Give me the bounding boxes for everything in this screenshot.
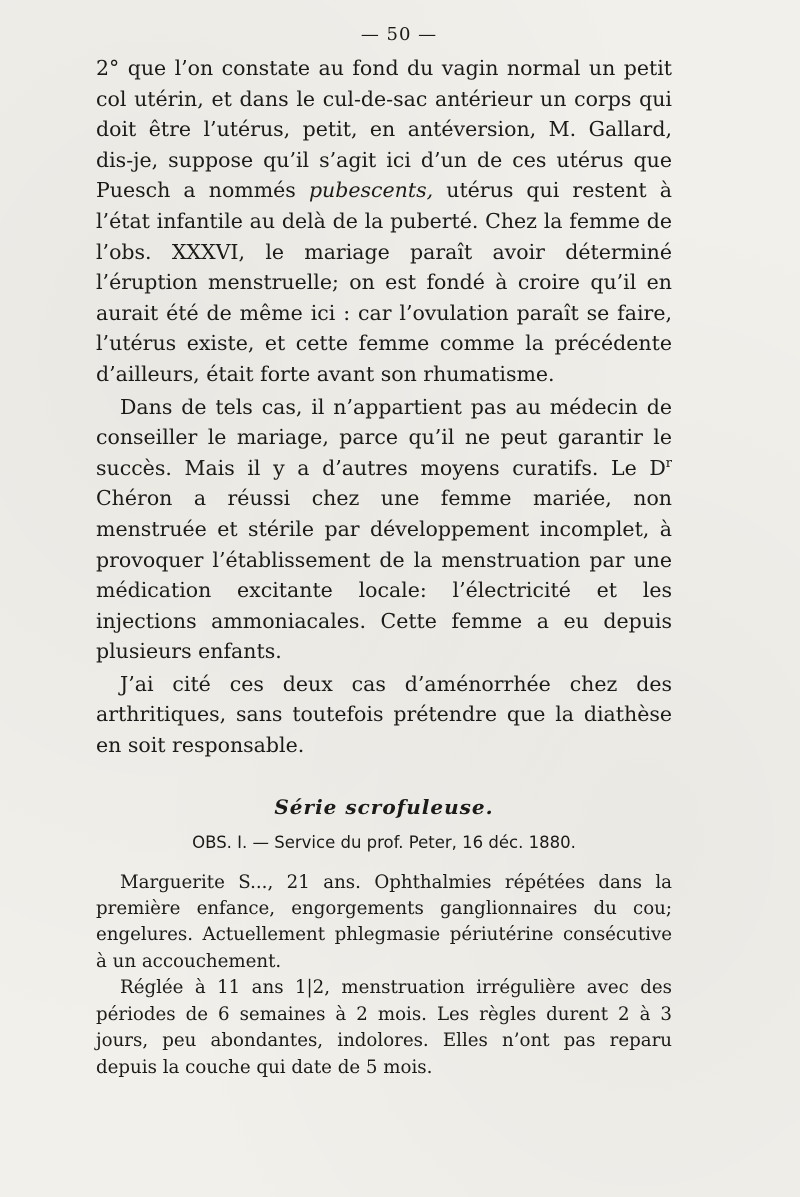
observation-paragraph-1: Marguerite S..., 21 ans. Ophthalmies répétées dans la première enfance, engorgements ganglionnaires du cou; engelures. Actuellement phlegmasie périutérine consécutive à un accouchement. bbox=[96, 871, 672, 972]
paragraph-2-part2: Chéron a réussi chez une femme mariée, non menstruée et stérile par développement incomplet, à provoquer l’établissement de la menstruation par une médication excitante locale: l’électricité et les injections ammoniacales. Cette femme a eu depuis plusieurs enfants. bbox=[96, 486, 672, 664]
page-number: — 50 — bbox=[360, 24, 438, 45]
paragraph-main-part1: 2° que l’on constate au fond du vagin normal un petit col utérin, et dans le cul-de-sac antérieur un corps qui doit être l’utérus, petit, en antéversion, M. Gallard, dis-je, suppose qu’il s’agit ici d’un de ces utérus que Puesch a nommés bbox=[96, 56, 672, 203]
paragraph-main-part2: utérus qui restent à l’état infantile au delà de la puberté. Chez la femme de l’obs. XXXVI, le mariage paraît avoir déterminé l’éruption menstruelle; on est fondé à croire qu’il en aurait été de même ici : car l’ovulation paraît se faire, l’utérus existe, et cette femme comme la précédente d’ailleurs, était forte avant son rhumatisme. bbox=[96, 178, 672, 386]
paragraph-marriage-advice bbox=[96, 392, 672, 667]
doctor-superscript: r bbox=[665, 455, 672, 471]
paragraph-arthritic-cases: J’ai cité ces deux cas d’aménorrhée chez des arthritiques, sans toutefois prétendre que la diathèse en soit responsable. bbox=[96, 671, 672, 758]
italic-term: pubescents, bbox=[308, 178, 434, 203]
paragraph-2-part1: Dans de tels cas, il n’appartient pas au médecin de conseiller le mariage, parce qu’il ne peut garantir le succès. Mais il y a d’autres moyens curatifs. Le D bbox=[96, 394, 672, 480]
paragraph-main bbox=[96, 53, 672, 390]
observation-header: OBS. I. — Service du prof. Peter, 16 déc. 1880. bbox=[192, 832, 576, 852]
observation-paragraph-2: Réglée à 11 ans 1|2, menstruation irrégulière avec des périodes de 6 semaines à 2 mois. Les règles durent 2 à 3 jours, peu abondantes, indolores. Elles n’ont pas reparu depuis la couche qui date de 5 mois. bbox=[96, 977, 672, 1078]
section-title: Série scrofuleuse. bbox=[274, 794, 494, 819]
